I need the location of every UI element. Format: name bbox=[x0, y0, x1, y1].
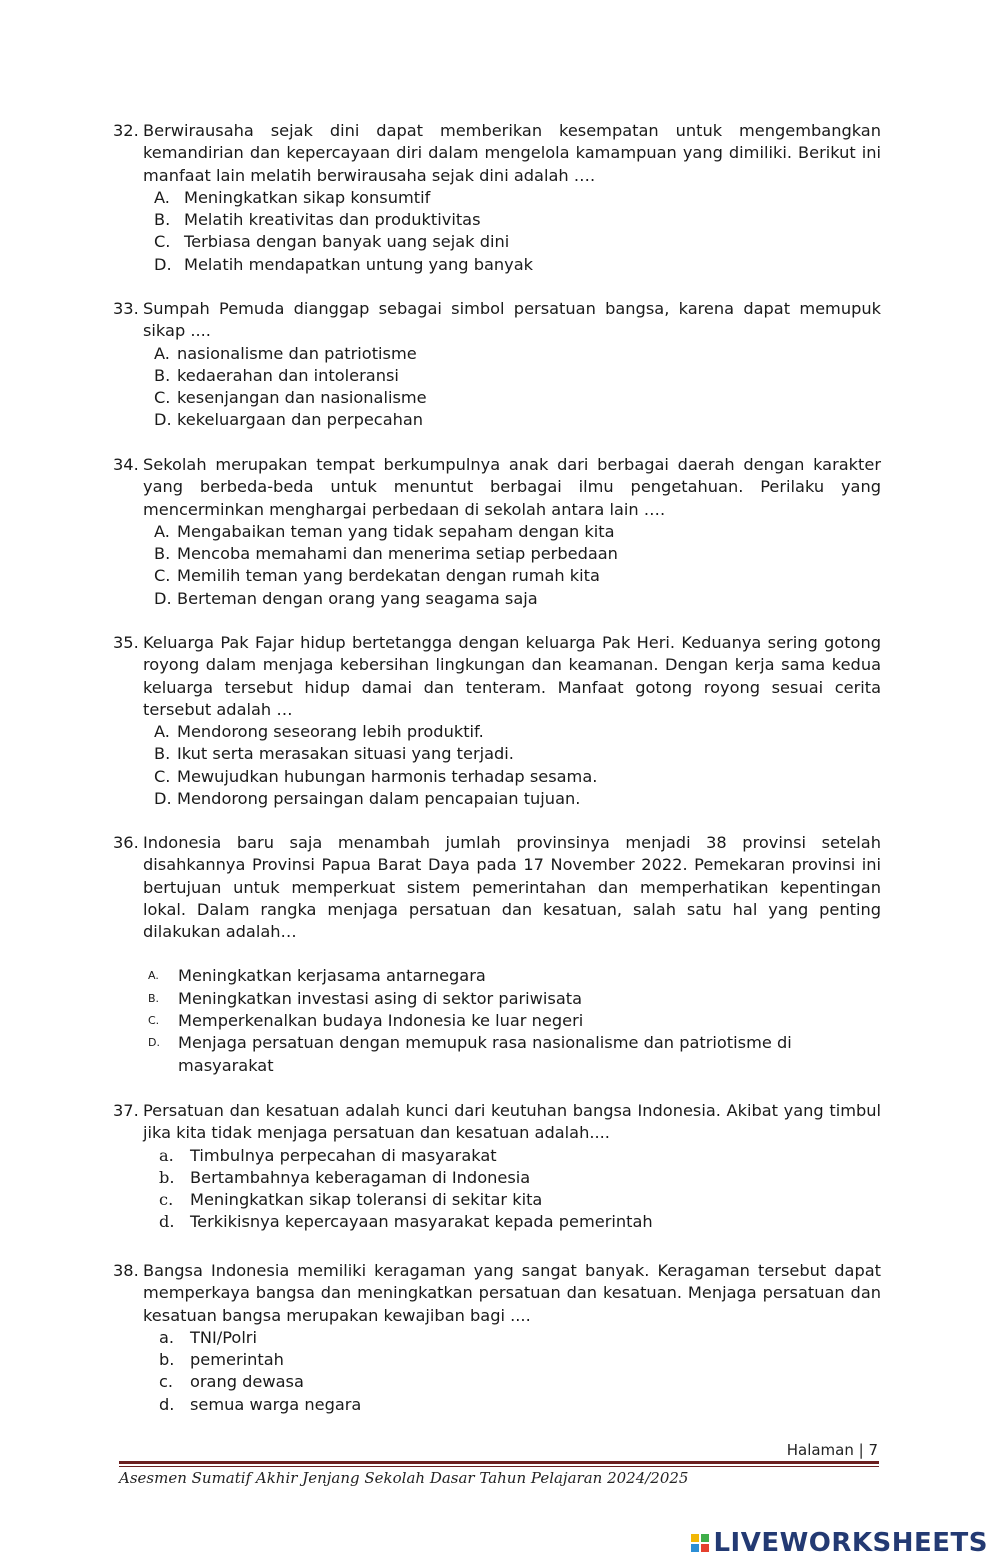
question-number: 32. bbox=[113, 121, 139, 140]
question-number: 37. bbox=[113, 1101, 139, 1120]
option-text: Timbulnya perpecahan di masyarakat bbox=[190, 1145, 497, 1165]
option-a[interactable] bbox=[113, 343, 881, 365]
option-d[interactable] bbox=[113, 788, 881, 810]
option-letter: A. bbox=[154, 521, 170, 541]
option-c[interactable] bbox=[113, 1189, 881, 1211]
option-letter: d. bbox=[159, 1212, 175, 1232]
option-letter: C. bbox=[154, 388, 171, 408]
option-text: Meningkatkan sikap konsumtif bbox=[184, 187, 431, 207]
option-text: Mendorong seseorang lebih produktif. bbox=[177, 722, 484, 742]
option-letter: B. bbox=[148, 991, 160, 1005]
option-letter: D. bbox=[154, 588, 172, 608]
option-text: pemerintah bbox=[190, 1350, 284, 1370]
option-letter: C. bbox=[154, 232, 171, 252]
question-number: 35. bbox=[113, 633, 139, 652]
option-text: semua warga negara bbox=[190, 1394, 362, 1414]
footer-rule-thin bbox=[119, 1466, 879, 1467]
option-c[interactable] bbox=[113, 387, 881, 409]
question-35 bbox=[113, 632, 881, 810]
option-letter: D. bbox=[148, 1036, 160, 1050]
option-list bbox=[113, 965, 881, 1076]
option-letter: a. bbox=[159, 1145, 174, 1165]
question-text: Sumpah Pemuda dianggap sebagai simbol persatuan bangsa, karena dapat memupuk sikap .... bbox=[143, 299, 881, 341]
option-list bbox=[113, 1145, 881, 1234]
question-38 bbox=[113, 1260, 881, 1416]
option-a[interactable] bbox=[113, 965, 881, 987]
option-c[interactable] bbox=[113, 565, 881, 587]
option-letter: b. bbox=[159, 1167, 175, 1187]
question-text: Persatuan dan kesatuan adalah kunci dari keutuhan bangsa Indonesia. Akibat yang timbul jika kita tidak menjaga persatuan dan kesatuan adalah.... bbox=[143, 1101, 881, 1143]
option-text: Menjaga persatuan dengan memupuk rasa nasionalisme dan patriotisme di masyarakat bbox=[178, 1033, 792, 1075]
option-letter: a. bbox=[159, 1327, 175, 1347]
option-d[interactable] bbox=[113, 254, 881, 276]
option-letter: B. bbox=[154, 210, 171, 230]
question-number: 34. bbox=[113, 455, 139, 474]
option-text: Berteman dengan orang yang seagama saja bbox=[177, 588, 538, 608]
question-number: 38. bbox=[113, 1261, 139, 1280]
option-letter: c. bbox=[159, 1372, 174, 1392]
question-32 bbox=[113, 120, 881, 276]
question-text: Indonesia baru saja menambah jumlah provinsinya menjadi 38 provinsi setelah disahkannya Provinsi Papua Barat Daya pada 17 November 2022. Pemekaran provinsi ini bertujuan untuk memperkuat sistem pemerintahan dan memperhatikan kepentingan lokal. Dalam rangka menjaga persatuan dan kesatuan, salah satu hal yang penting dilakukan adalah… bbox=[143, 833, 881, 942]
option-c[interactable] bbox=[113, 1010, 881, 1032]
option-letter: c. bbox=[159, 1190, 174, 1210]
option-text: Terbiasa dengan banyak uang sejak dini bbox=[184, 232, 510, 252]
question-36 bbox=[113, 832, 881, 1077]
option-a[interactable] bbox=[113, 721, 881, 743]
option-letter: d. bbox=[159, 1394, 175, 1414]
option-d[interactable] bbox=[113, 1394, 881, 1416]
option-a[interactable] bbox=[113, 187, 881, 209]
question-text: Berwirausaha sejak dini dapat memberikan kesempatan untuk mengembangkan kemandirian dan kepercayaan diri dalam mengelola kamampuan yang dimiliki. Berikut ini manfaat lain melatih berwirausaha sejak dini adalah …. bbox=[143, 121, 881, 185]
option-a[interactable] bbox=[113, 1145, 881, 1167]
option-b[interactable] bbox=[113, 209, 881, 231]
logo-square-icon bbox=[701, 1544, 709, 1552]
option-text: Memperkenalkan budaya Indonesia ke luar negeri bbox=[178, 1011, 584, 1031]
option-b[interactable] bbox=[113, 743, 881, 765]
option-text: kesenjangan dan nasionalisme bbox=[177, 388, 427, 408]
option-letter: A. bbox=[154, 343, 170, 363]
logo-grid-icon bbox=[691, 1534, 709, 1552]
question-33 bbox=[113, 298, 881, 432]
option-list bbox=[113, 343, 881, 432]
option-d[interactable] bbox=[113, 588, 881, 610]
logo-square-icon bbox=[691, 1534, 699, 1542]
option-letter: D. bbox=[154, 254, 172, 274]
option-letter: C. bbox=[154, 766, 171, 786]
option-text: Memilih teman yang berdekatan dengan rumah kita bbox=[177, 566, 600, 586]
option-text: orang dewasa bbox=[190, 1372, 304, 1392]
option-letter: B. bbox=[154, 744, 171, 764]
question-number: 33. bbox=[113, 299, 139, 318]
question-text: Sekolah merupakan tempat berkumpulnya anak dari berbagai daerah dengan karakter yang berbeda-beda untuk menuntut berbagai ilmu pengetahuan. Perilaku yang mencerminkan menghargai perbedaan di sekolah antara lain …. bbox=[143, 455, 881, 519]
question-34 bbox=[113, 454, 881, 610]
option-b[interactable] bbox=[113, 988, 881, 1010]
option-list bbox=[113, 721, 881, 810]
option-text: Meningkatkan investasi asing di sektor pariwisata bbox=[178, 988, 583, 1008]
option-text: Meningkatkan kerjasama antarnegara bbox=[178, 966, 486, 986]
option-letter: A. bbox=[148, 969, 159, 983]
question-37 bbox=[113, 1100, 881, 1234]
liveworksheets-logo[interactable] bbox=[691, 1528, 988, 1558]
option-letter: B. bbox=[154, 544, 171, 564]
logo-text: LIVEWORKSHEETS bbox=[713, 1528, 988, 1558]
logo-square-icon bbox=[691, 1544, 699, 1552]
option-b[interactable] bbox=[113, 1167, 881, 1189]
option-d[interactable] bbox=[113, 409, 881, 431]
option-text: Mendorong persaingan dalam pencapaian tujuan. bbox=[177, 789, 581, 809]
option-list bbox=[113, 521, 881, 610]
option-b[interactable] bbox=[113, 543, 881, 565]
option-text: Terkikisnya kepercayaan masyarakat kepada pemerintah bbox=[190, 1212, 653, 1232]
option-a[interactable] bbox=[113, 1327, 881, 1349]
option-letter: b. bbox=[159, 1350, 175, 1370]
option-b[interactable] bbox=[113, 365, 881, 387]
option-text: Mencoba memahami dan menerima setiap perbedaan bbox=[177, 544, 618, 564]
footer-text: Asesmen Sumatif Akhir Jenjang Sekolah Dasar Tahun Pelajaran 2024/2025 bbox=[119, 1469, 689, 1487]
option-text: nasionalisme dan patriotisme bbox=[177, 343, 417, 363]
page-number: Halaman | 7 bbox=[786, 1441, 878, 1459]
option-d[interactable] bbox=[113, 1032, 881, 1077]
option-letter: C. bbox=[148, 1014, 160, 1028]
option-letter: C. bbox=[154, 566, 171, 586]
option-c[interactable] bbox=[113, 766, 881, 788]
option-letter: A. bbox=[154, 187, 170, 207]
option-text: kekeluargaan dan perpecahan bbox=[177, 410, 424, 430]
option-letter: D. bbox=[154, 410, 172, 430]
option-letter: D. bbox=[154, 789, 172, 809]
option-c[interactable] bbox=[113, 1371, 881, 1393]
option-text: Melatih kreativitas dan produktivitas bbox=[184, 210, 481, 230]
option-a[interactable] bbox=[113, 521, 881, 543]
option-text: Ikut serta merasakan situasi yang terjadi. bbox=[177, 744, 514, 764]
option-b[interactable] bbox=[113, 1349, 881, 1371]
option-text: Mewujudkan hubungan harmonis terhadap sesama. bbox=[177, 766, 598, 786]
option-text: Mengabaikan teman yang tidak sepaham dengan kita bbox=[177, 521, 615, 541]
option-list bbox=[113, 1327, 881, 1416]
option-d[interactable] bbox=[113, 1211, 881, 1233]
option-text: kedaerahan dan intoleransi bbox=[177, 365, 399, 385]
option-c[interactable] bbox=[113, 231, 881, 253]
option-text: Meningkatkan sikap toleransi di sekitar kita bbox=[190, 1190, 543, 1210]
option-letter: A. bbox=[154, 722, 170, 742]
option-text: TNI/Polri bbox=[190, 1327, 257, 1347]
logo-square-icon bbox=[701, 1534, 709, 1542]
option-letter: B. bbox=[154, 365, 171, 385]
question-text: Keluarga Pak Fajar hidup bertetangga dengan keluarga Pak Heri. Keduanya sering gotong royong dalam menjaga kebersihan lingkungan dan keamanan. Dengan kerja sama kedua keluarga tersebut hidup damai dan tenteram. Manfaat gotong royong sesuai cerita tersebut adalah … bbox=[143, 633, 881, 719]
option-list bbox=[113, 187, 881, 276]
option-text: Bertambahnya keberagaman di Indonesia bbox=[190, 1167, 531, 1187]
question-number: 36. bbox=[113, 833, 139, 852]
option-text: Melatih mendapatkan untung yang banyak bbox=[184, 254, 534, 274]
footer-rule bbox=[119, 1461, 879, 1464]
question-text: Bangsa Indonesia memiliki keragaman yang sangat banyak. Keragaman tersebut dapat memperkaya bangsa dan meningkatkan persatuan dan kesatuan. Menjaga persatuan dan kesatuan bangsa merupakan kewajiban bagi .... bbox=[143, 1261, 881, 1325]
